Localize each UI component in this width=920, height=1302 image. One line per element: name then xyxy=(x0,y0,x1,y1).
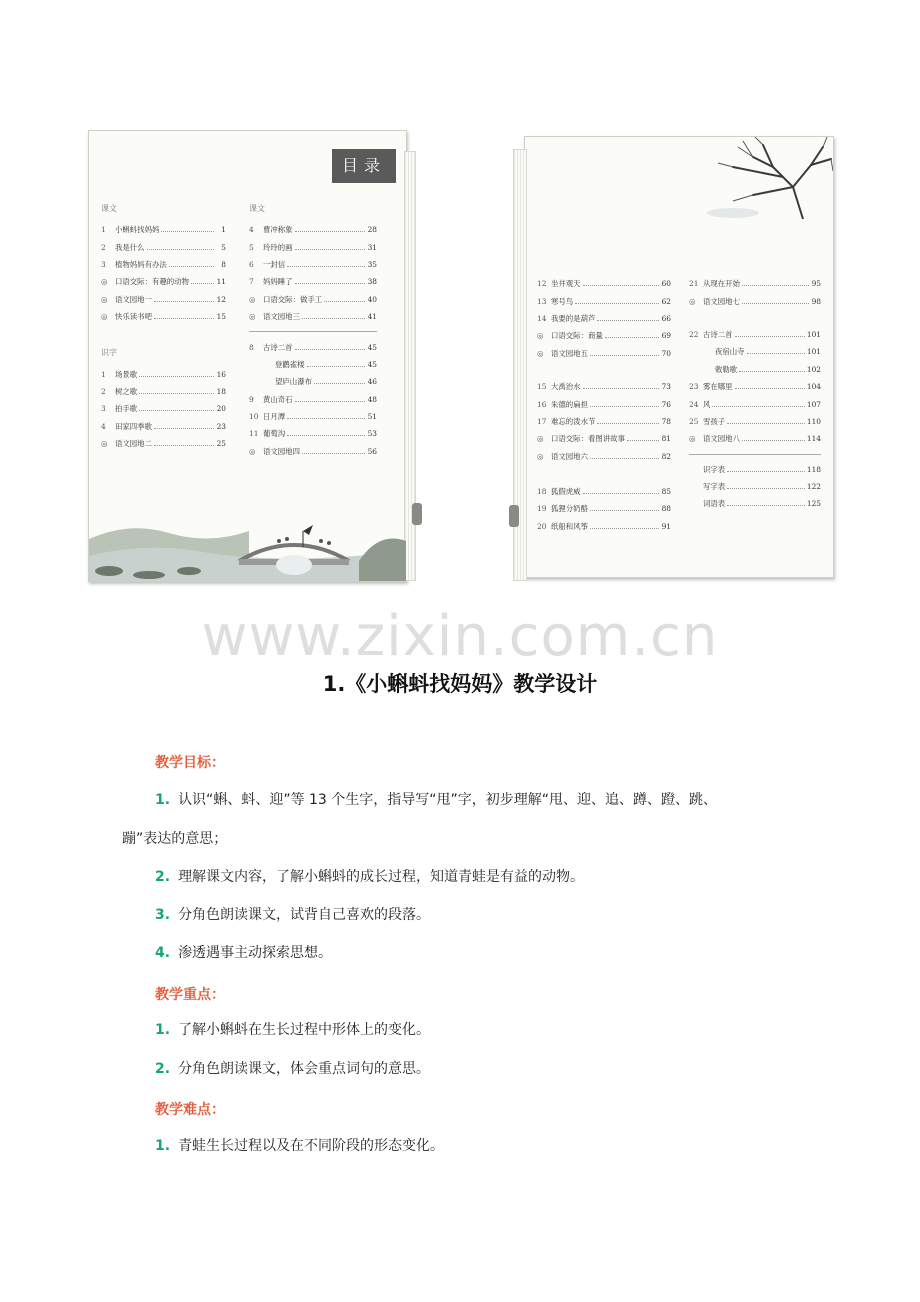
toc-entry-page: 23 xyxy=(216,421,226,431)
toc-entry xyxy=(101,400,226,417)
toc-entry-number: ◎ xyxy=(537,331,544,341)
toc-entry-title: 敕勒歌 xyxy=(715,364,738,374)
toc-entry-number: 5 xyxy=(249,242,254,252)
toc-entry-page: 73 xyxy=(661,382,671,392)
key-points-label: 教学重点： xyxy=(155,987,225,1003)
toc-entry-number: ◎ xyxy=(537,434,544,444)
toc-entry-title: 古诗二首 xyxy=(263,342,293,352)
toc-entry-title: 纸船和风筝 xyxy=(551,521,588,531)
toc-entry-number: 1 xyxy=(101,225,106,235)
toc-entry-page: 60 xyxy=(661,279,671,289)
toc-entry-page: 31 xyxy=(367,242,377,252)
dot-leader xyxy=(590,454,659,459)
dot-leader xyxy=(583,489,659,494)
toc-entry-number: ◎ xyxy=(689,434,696,444)
toc-entry-number: 11 xyxy=(249,429,259,439)
toc-entry-title: 语文园地二 xyxy=(115,439,152,449)
toc-section-kewen-2: 课文 xyxy=(249,204,265,213)
toc-entry-title: 朱德的扁担 xyxy=(551,399,588,409)
objective-item-4 xyxy=(155,943,332,963)
toc-entry-number: 4 xyxy=(249,225,254,235)
toc-entry xyxy=(689,326,821,343)
toc-entry xyxy=(101,291,226,308)
toc-entry-title: 登鹳雀楼 xyxy=(275,359,305,369)
toc-list-group xyxy=(689,275,821,310)
toc-entry-page: 35 xyxy=(367,259,377,269)
toc-entry xyxy=(537,327,671,344)
toc-entry-page: 15 xyxy=(216,312,226,322)
toc-entry-title: 树之歌 xyxy=(115,386,138,396)
toc-entry-page: 101 xyxy=(806,347,821,357)
toc-entry-page: 107 xyxy=(806,399,821,409)
toc-entry-title: 快乐读书吧 xyxy=(115,312,152,322)
dot-leader xyxy=(295,345,365,350)
toc-entry-page: 16 xyxy=(216,369,226,379)
toc-entry-number: 25 xyxy=(689,416,699,426)
toc-entry-title: 夜宿山寺 xyxy=(715,347,745,357)
toc-entry-page: 45 xyxy=(367,359,377,369)
toc-entry-page: 85 xyxy=(661,487,671,497)
toc-entry-title: 难忘的泼水节 xyxy=(551,416,596,426)
toc-entry-number: 16 xyxy=(537,399,547,409)
tree-illustration xyxy=(693,137,833,219)
toc-entry-title: 田家四季歌 xyxy=(115,421,152,431)
toc-entry-title: 语文园地一 xyxy=(115,294,152,304)
dot-leader xyxy=(287,431,365,436)
dot-leader xyxy=(324,297,365,302)
toc-entry-title: 妈妈睡了 xyxy=(263,277,293,287)
toc-entry xyxy=(101,383,226,400)
toc-entry xyxy=(249,338,377,355)
dot-leader xyxy=(154,314,214,319)
toc-entry-page: 45 xyxy=(367,342,377,352)
difficulty-item-1 xyxy=(155,1136,444,1156)
toc-entry-number: ◎ xyxy=(537,348,544,358)
toc-entry xyxy=(689,430,821,447)
toc-column-right-2 xyxy=(689,275,821,513)
objective-item-1 xyxy=(155,790,717,810)
item-text: 渗透遇事主动探索思想。 xyxy=(178,945,333,961)
toc-entry-page: 18 xyxy=(216,386,226,396)
toc-entry-title: 语文园地五 xyxy=(551,348,588,358)
toc-column-left-2 xyxy=(249,203,377,460)
toc-entry-number: 8 xyxy=(249,342,254,352)
dot-leader xyxy=(302,314,365,319)
toc-entry-number: ◎ xyxy=(101,277,108,287)
toc-entry xyxy=(537,292,671,309)
objective-item-1-continued: 蹦”表达的意思； xyxy=(122,831,228,847)
dot-leader xyxy=(314,379,365,384)
toc-entry xyxy=(101,418,226,435)
toc-entry xyxy=(689,343,821,360)
toc-entry-number: 23 xyxy=(689,382,699,392)
objective-item-3 xyxy=(155,905,430,925)
dot-leader xyxy=(154,441,214,446)
toc-entry-number: ◎ xyxy=(101,439,108,449)
toc-entry-title: 葡萄沟 xyxy=(263,429,286,439)
toc-entry-number: 2 xyxy=(101,242,106,252)
dot-leader xyxy=(139,389,214,394)
toc-entry xyxy=(689,275,821,292)
toc-entry-page: 5 xyxy=(221,242,226,252)
toc-entry xyxy=(101,221,226,238)
dot-leader xyxy=(147,245,214,250)
toc-entry xyxy=(537,483,671,500)
toc-entry xyxy=(537,378,671,395)
toc-entry xyxy=(249,291,377,308)
item-text: 理解课文内容，了解小蝌蚪的成长过程，知道青蛙是有益的动物。 xyxy=(178,869,585,885)
dot-leader xyxy=(727,484,805,489)
toc-entry xyxy=(537,500,671,517)
toc-entry-title: 大禹治水 xyxy=(551,382,581,392)
toc-entry-page: 70 xyxy=(661,348,671,358)
toc-entry-page: 91 xyxy=(661,521,671,531)
toc-entry-title: 语文园地八 xyxy=(703,434,740,444)
dot-leader xyxy=(139,406,214,411)
toc-entry-page: 95 xyxy=(811,279,821,289)
key-point-item-2 xyxy=(155,1059,430,1079)
dot-leader xyxy=(735,332,805,337)
document-title: 1.《小蝌蚪找妈妈》教学设计 xyxy=(322,672,598,696)
toc-entry-page: 38 xyxy=(367,277,377,287)
item-text: 分角色朗读课文，试背自己喜欢的段落。 xyxy=(178,907,431,923)
toc-entry-number: 20 xyxy=(537,521,547,531)
toc-entry-page: 20 xyxy=(216,404,226,414)
toc-entry xyxy=(249,256,377,273)
toc-entry-number: 21 xyxy=(689,279,699,289)
divider xyxy=(689,454,821,455)
toc-entry-page: 118 xyxy=(806,464,821,474)
key-point-item-1 xyxy=(155,1020,430,1040)
dot-leader xyxy=(191,279,214,284)
toc-entry xyxy=(689,413,821,430)
dot-leader xyxy=(154,297,214,302)
dot-leader xyxy=(605,333,659,338)
dot-leader xyxy=(742,281,809,286)
toc-entry-title: 雾在哪里 xyxy=(703,382,733,392)
toc-entry-page: 76 xyxy=(661,399,671,409)
toc-entry-number: ◎ xyxy=(537,451,544,461)
toc-entry-title: 口语交际：商量 xyxy=(551,331,603,341)
watermark: www.zixin.com.cn xyxy=(201,604,719,669)
dot-leader xyxy=(287,414,365,419)
dot-leader xyxy=(154,424,214,429)
toc-entry-page: 114 xyxy=(806,434,821,444)
toc-entry-number: 1 xyxy=(101,369,106,379)
toc-entry-title: 坐井观天 xyxy=(551,279,581,289)
toc-entry xyxy=(249,425,377,442)
dot-leader xyxy=(287,262,365,267)
toc-entry-number: 14 xyxy=(537,313,547,323)
toc-entry-page: 110 xyxy=(806,416,821,426)
toc-entry-page: 122 xyxy=(806,482,821,492)
toc-entry-title: 植物妈妈有办法 xyxy=(115,259,167,269)
toc-entry-page: 82 xyxy=(661,451,671,461)
toc-entry-page: 11 xyxy=(216,277,226,287)
toc-entry-page: 28 xyxy=(367,225,377,235)
toc-entry-number: ◎ xyxy=(689,296,696,306)
toc-entry-title: 古诗二首 xyxy=(703,329,733,339)
item-text: 青蛙生长过程以及在不同阶段的形态变化。 xyxy=(178,1138,445,1154)
toc-entry-number: 3 xyxy=(101,404,106,414)
toc-entry-number: ◎ xyxy=(249,294,256,304)
toc-entry xyxy=(101,273,226,290)
toc-entry-number: 9 xyxy=(249,394,254,404)
toc-entry-number: 10 xyxy=(249,412,259,422)
toc-entry-title: 狐狸分奶酪 xyxy=(551,504,588,514)
toc-list-group xyxy=(689,461,821,513)
toc-entry-title: 小蝌蚪找妈妈 xyxy=(115,225,160,235)
left-book-page xyxy=(88,130,407,582)
toc-entry-number: 17 xyxy=(537,416,547,426)
toc-entry xyxy=(101,256,226,273)
toc-entry-page: 62 xyxy=(661,296,671,306)
toc-list-group xyxy=(537,275,671,362)
toc-entry-title: 狐假虎威 xyxy=(551,487,581,497)
objective-item-2 xyxy=(155,867,584,887)
toc-entry-number: ◎ xyxy=(101,312,108,322)
dot-leader xyxy=(307,362,365,367)
toc-list-group xyxy=(537,378,671,465)
toc-entry-title: 一封信 xyxy=(263,259,286,269)
toc-entry-title: 曹冲称象 xyxy=(263,225,293,235)
dot-leader xyxy=(747,349,805,354)
toc-entry-title: 词语表 xyxy=(703,499,726,509)
toc-entry xyxy=(537,448,671,465)
dot-leader xyxy=(161,227,214,232)
toc-entry-number: 15 xyxy=(537,382,547,392)
dot-leader xyxy=(627,436,659,441)
toc-section-kewen: 课文 xyxy=(101,204,117,213)
toc-entry-title: 口语交际：看图讲故事 xyxy=(551,434,625,444)
toc-entry xyxy=(537,430,671,447)
toc-entry-page: 88 xyxy=(661,504,671,514)
dot-leader xyxy=(597,316,659,321)
toc-list-kewen xyxy=(101,221,226,325)
toc-entry xyxy=(689,292,821,309)
toc-entry-page: 48 xyxy=(367,394,377,404)
toc-entry-title: 从现在开始 xyxy=(703,279,740,289)
toc-entry xyxy=(101,238,226,255)
toc-entry-title: 我要的是葫芦 xyxy=(551,313,596,323)
item-number: 2. xyxy=(155,869,171,885)
toc-entry-page: 56 xyxy=(367,446,377,456)
toc-entry-title: 语文园地七 xyxy=(703,296,740,306)
item-number: 1. xyxy=(155,1138,171,1154)
scenery-illustration xyxy=(89,501,406,581)
toc-entry-title: 黄山奇石 xyxy=(263,394,293,404)
toc-entry-title: 日月潭 xyxy=(263,412,286,422)
toc-entry xyxy=(101,308,226,325)
toc-entry-title: 雪孩子 xyxy=(703,416,726,426)
toc-list-group xyxy=(537,483,671,535)
toc-entry-page: 25 xyxy=(216,439,226,449)
toc-entry xyxy=(249,408,377,425)
toc-entry xyxy=(101,365,226,382)
difficulties-label: 教学难点： xyxy=(155,1102,225,1118)
toc-entry xyxy=(689,378,821,395)
toc-column-right-1 xyxy=(537,275,671,535)
toc-entry-number: 6 xyxy=(249,259,254,269)
item-number: 2. xyxy=(155,1061,171,1077)
toc-entry-number: 2 xyxy=(101,386,106,396)
dot-leader xyxy=(575,299,659,304)
item-text: 了解小蝌蚪在生长过程中形体上的变化。 xyxy=(178,1022,431,1038)
page-tab xyxy=(412,503,422,525)
item-number: 1. xyxy=(155,792,171,808)
toc-entry-number: ◎ xyxy=(101,294,108,304)
toc-entry-page: 81 xyxy=(661,434,671,444)
toc-entry-number: 18 xyxy=(537,487,547,497)
toc-entry-title: 语文园地三 xyxy=(263,312,300,322)
toc-entry-page: 125 xyxy=(806,499,821,509)
toc-entry-page: 46 xyxy=(367,377,377,387)
page-tab xyxy=(509,505,519,527)
toc-entry-title: 识字表 xyxy=(703,464,726,474)
toc-entry-page: 1 xyxy=(221,225,226,235)
toc-entry-page: 40 xyxy=(367,294,377,304)
dot-leader xyxy=(295,279,365,284)
dot-leader xyxy=(727,501,805,506)
toc-entry xyxy=(249,308,377,325)
toc-entry xyxy=(689,478,821,495)
toc-entry xyxy=(689,461,821,478)
item-number: 3. xyxy=(155,907,171,923)
toc-entry-title: 寒号鸟 xyxy=(551,296,574,306)
toc-entry-page: 41 xyxy=(367,312,377,322)
toc-entry-page: 104 xyxy=(806,382,821,392)
dot-leader xyxy=(735,384,805,389)
toc-entry-number: 13 xyxy=(537,296,547,306)
toc-entry xyxy=(537,275,671,292)
toc-entry-number: 7 xyxy=(249,277,254,287)
toc-entry-page: 53 xyxy=(367,429,377,439)
dot-leader xyxy=(590,402,659,407)
dot-leader xyxy=(727,467,805,472)
dot-leader xyxy=(295,227,365,232)
dot-leader xyxy=(583,281,659,286)
toc-entry xyxy=(249,356,377,373)
toc-entry-number: 12 xyxy=(537,279,547,289)
toc-entry-page: 69 xyxy=(661,331,671,341)
toc-section-shizi: 识字 xyxy=(101,348,117,358)
toc-entry-number: 19 xyxy=(537,504,547,514)
toc-title: 目录 xyxy=(332,149,396,183)
toc-entry xyxy=(249,273,377,290)
dot-leader xyxy=(139,372,214,377)
toc-column-left-1 xyxy=(101,203,226,452)
dot-leader xyxy=(739,367,805,372)
toc-entry xyxy=(537,395,671,412)
toc-entry-number: 3 xyxy=(101,259,106,269)
toc-entry xyxy=(249,221,377,238)
dot-leader xyxy=(727,419,805,424)
toc-entry xyxy=(537,345,671,362)
toc-entry-number: ◎ xyxy=(249,446,256,456)
toc-entry-title: 写字表 xyxy=(703,482,726,492)
dot-leader xyxy=(295,245,365,250)
dot-leader xyxy=(295,397,365,402)
toc-entry xyxy=(249,238,377,255)
toc-entry-page: 12 xyxy=(216,294,226,304)
toc-entry-page: 101 xyxy=(806,329,821,339)
toc-entry-title: 语文园地六 xyxy=(551,451,588,461)
item-text: 分角色朗读课文，体会重点词句的意思。 xyxy=(178,1061,431,1077)
toc-entry xyxy=(537,413,671,430)
toc-entry xyxy=(689,361,821,378)
toc-entry-number: ◎ xyxy=(249,312,256,322)
toc-entry-page: 98 xyxy=(811,296,821,306)
toc-entry-title: 语文园地四 xyxy=(263,446,300,456)
toc-entry-title: 望庐山瀑布 xyxy=(275,377,312,387)
toc-entry-title: 玲玲的画 xyxy=(263,242,293,252)
toc-entry-number: 22 xyxy=(689,329,699,339)
toc-entry-title: 口语交际：有趣的动物 xyxy=(115,277,189,287)
toc-entry xyxy=(689,495,821,512)
toc-entry xyxy=(689,395,821,412)
right-book-page xyxy=(524,136,834,578)
toc-entry-page: 51 xyxy=(367,412,377,422)
dot-leader xyxy=(590,351,659,356)
toc-entry-page: 78 xyxy=(661,416,671,426)
toc-entry-number: 4 xyxy=(101,421,106,431)
toc-list-shizi xyxy=(101,365,226,452)
dot-leader xyxy=(590,524,659,529)
item-text: 认识“蝌、蚪、迎”等 13 个生字，指导写“甩”字，初步理解“甩、迎、追、蹲、蹬、跳、 xyxy=(178,792,718,808)
item-number: 4. xyxy=(155,945,171,961)
toc-list-group xyxy=(689,326,821,448)
dot-leader xyxy=(169,262,214,267)
toc-entry xyxy=(249,443,377,460)
dot-leader xyxy=(583,384,659,389)
toc-entry-title: 风 xyxy=(703,399,711,409)
toc-entry-page: 8 xyxy=(221,259,226,269)
toc-entry xyxy=(537,310,671,327)
toc-list-group xyxy=(249,221,377,325)
toc-entry-number: 24 xyxy=(689,399,699,409)
toc-entry-page: 102 xyxy=(806,364,821,374)
toc-entry xyxy=(249,373,377,390)
toc-entry xyxy=(537,518,671,535)
toc-entry-title: 口语交际：做手工 xyxy=(263,294,323,304)
divider xyxy=(249,331,377,332)
toc-entry-page: 66 xyxy=(661,313,671,323)
dot-leader xyxy=(742,436,805,441)
dot-leader xyxy=(302,449,365,454)
objectives-label: 教学目标： xyxy=(155,755,225,771)
toc-entry-title: 我是什么 xyxy=(115,242,145,252)
dot-leader xyxy=(712,402,804,407)
dot-leader xyxy=(590,506,659,511)
toc-entry-title: 场景歌 xyxy=(115,369,138,379)
item-number: 1. xyxy=(155,1022,171,1038)
dot-leader xyxy=(597,419,659,424)
toc-entry-title: 拍手歌 xyxy=(115,404,138,414)
toc-entry xyxy=(101,435,226,452)
toc-list-group xyxy=(249,338,377,460)
toc-entry xyxy=(249,391,377,408)
dot-leader xyxy=(742,299,809,304)
